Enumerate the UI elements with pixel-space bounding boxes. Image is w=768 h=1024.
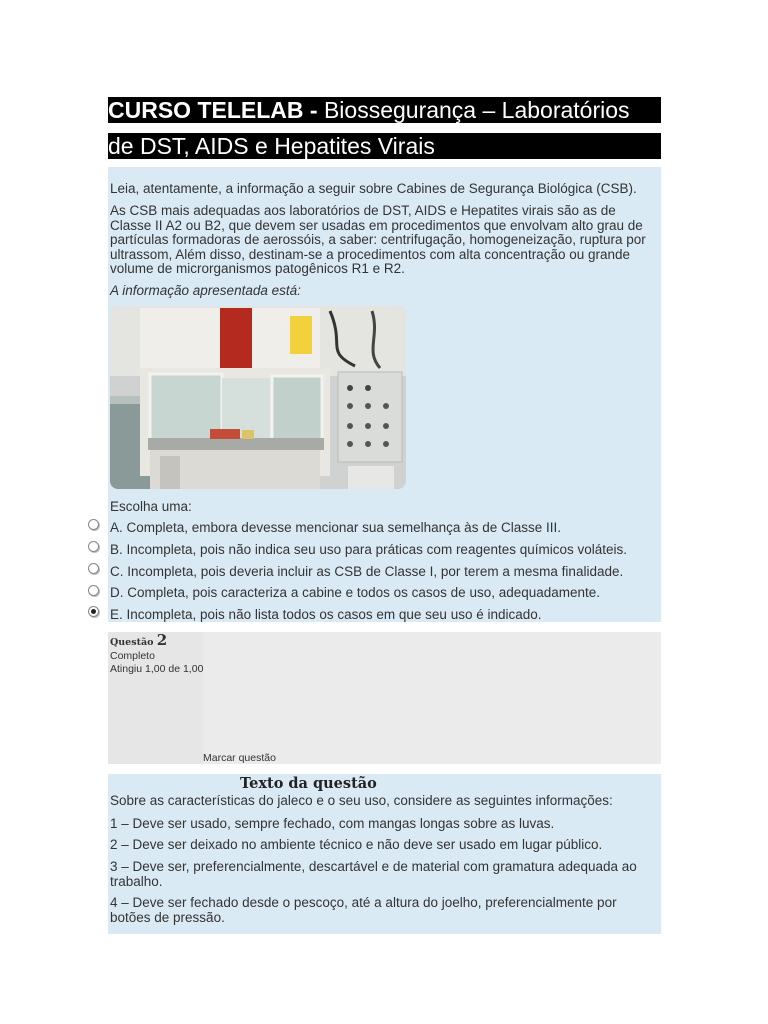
question-number-value: 2 xyxy=(156,631,168,649)
question-label: Questão xyxy=(110,637,154,648)
question-text-heading: Texto da questão xyxy=(240,775,377,792)
choose-one-label: Escolha uma: xyxy=(110,499,192,514)
biosafety-cabinet-photo xyxy=(110,306,406,489)
option-e-radio[interactable] xyxy=(88,606,99,617)
question2-item-2: 2 – Deve ser deixado no ambiente técnico e não deve ser usado em lugar público. xyxy=(110,837,603,852)
course-subject: Biossegurança – Laboratórios xyxy=(317,97,630,123)
question2-info-box xyxy=(108,632,661,764)
course-title-line1 xyxy=(108,97,661,123)
option-a-radio[interactable] xyxy=(88,519,99,530)
course-title-line2: de DST, AIDS e Hepatites Virais xyxy=(108,133,661,159)
option-a-label[interactable]: A. Completa, embora devesse mencionar sua semelhança às de Classe III. xyxy=(110,520,561,535)
question1-intro: Leia, atentamente, a informação a seguir sobre Cabines de Segurança Biológica (CSB). xyxy=(110,181,637,196)
question2-score: Atingiu 1,00 de 1,00 xyxy=(110,663,204,675)
question2-item-3: 3 – Deve ser, preferencialmente, descartável e de material com gramatura adequada ao trabalho. xyxy=(110,859,637,889)
question2-status: Completo xyxy=(110,650,155,662)
flag-question-link[interactable]: Marcar questão xyxy=(203,752,276,764)
option-b-radio[interactable] xyxy=(88,541,99,552)
option-c-label[interactable]: C. Incompleta, pois deveria incluir as CSB de Classe I, por terem a mesma finalidade. xyxy=(110,564,624,579)
question2-item-1: 1 – Deve ser usado, sempre fechado, com mangas longas sobre as luvas. xyxy=(110,816,555,831)
option-b-label[interactable]: B. Incompleta, pois não indica seu uso para práticas com reagentes químicos voláteis. xyxy=(110,542,628,557)
option-e-label[interactable]: E. Incompleta, pois não lista todos os casos em que seu uso é indicado. xyxy=(110,607,542,622)
biosafety-cabinet-illustration xyxy=(110,306,406,489)
question1-body: As CSB mais adequadas aos laboratórios de DST, AIDS e Hepatites virais são as de Classe II A2 ou B2, que devem ser usadas em procedimentos que envolvam alto grau de partículas formadoras de aerossóis, a saber: centrifugação, homogeneização, ruptura por ultrassom, Além disso, destinam-se a procedimentos com alta concentração ou grande volume de microrganismos patogênicos R1 e R2. xyxy=(110,203,646,276)
question2-number xyxy=(110,631,168,649)
question2-item-4: 4 – Deve ser fechado desde o pescoço, até a altura do joelho, preferencialmente por botões de pressão. xyxy=(110,895,617,925)
option-d-label[interactable]: D. Completa, pois caracteriza a cabine e todos os casos de uso, adequadamente. xyxy=(110,585,601,600)
option-d-radio[interactable] xyxy=(88,585,99,596)
course-name: CURSO TELELAB - xyxy=(108,97,318,123)
question2-intro: Sobre as características do jaleco e o seu uso, considere as seguintes informações: xyxy=(110,793,613,808)
option-c-radio[interactable] xyxy=(88,563,99,574)
question1-prompt: A informação apresentada está: xyxy=(110,283,301,298)
